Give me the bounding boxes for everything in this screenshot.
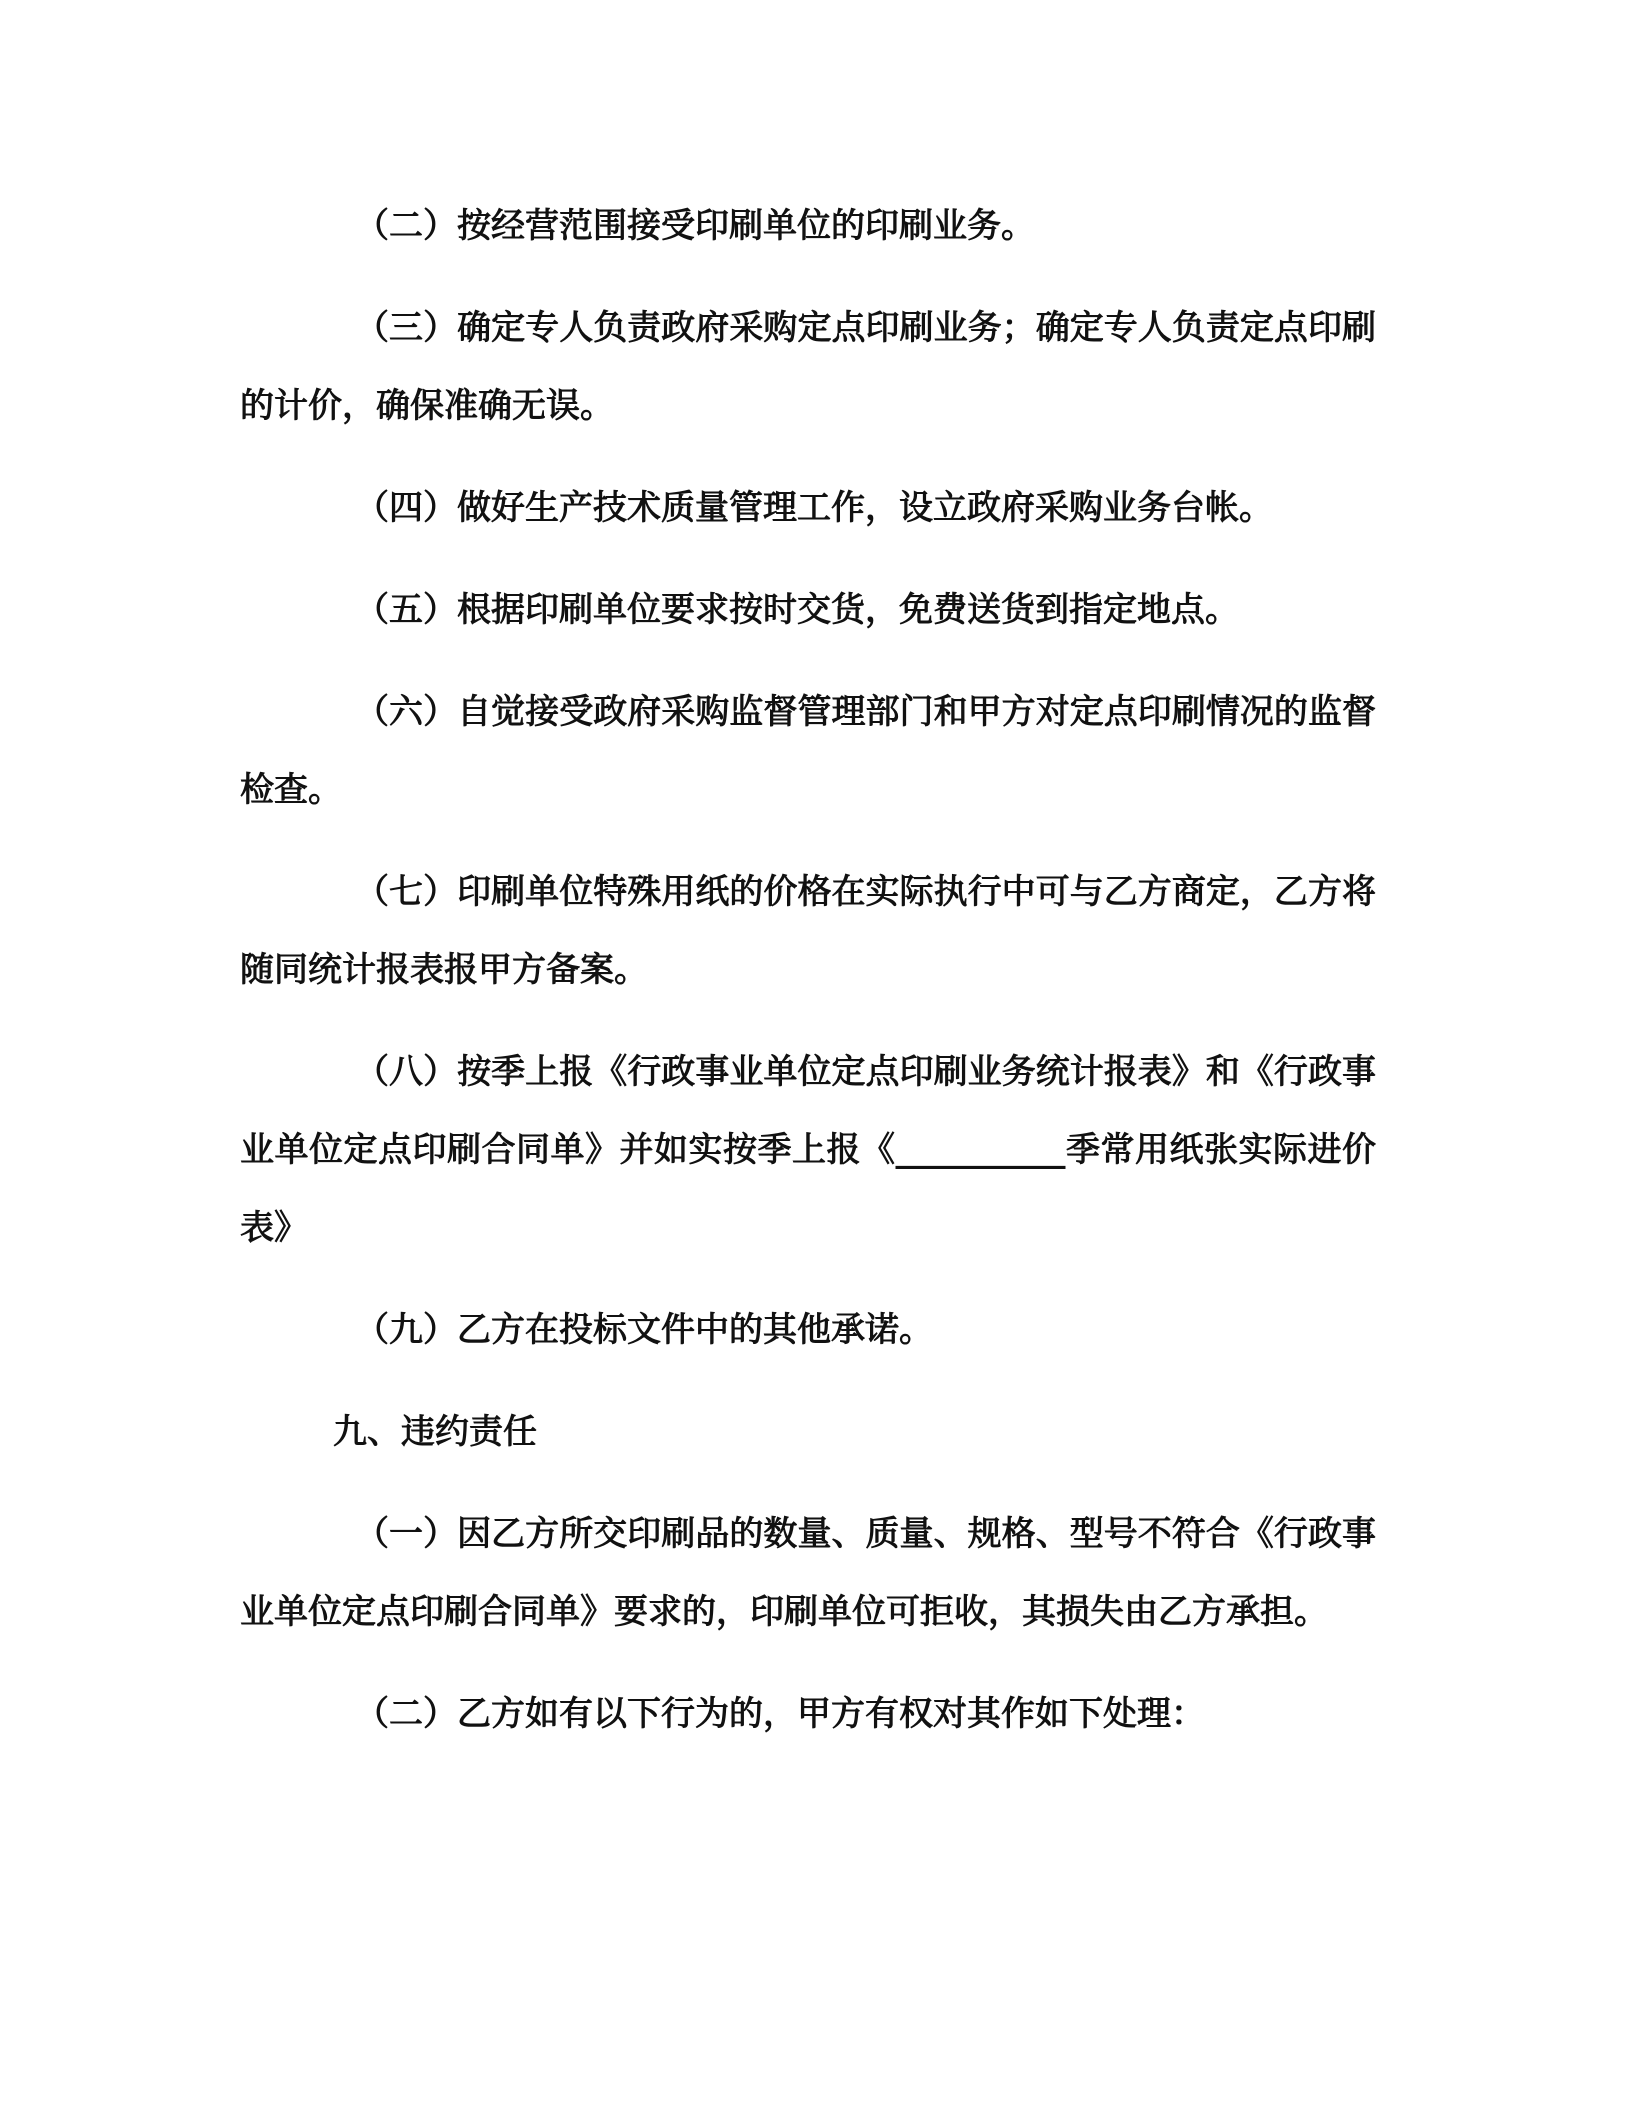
section-heading-breach-liability: 九、违约责任 xyxy=(333,1412,537,1452)
clause-6-supervision: （六）自觉接受政府采购监督管理部门和甲方对定点印刷情况的监督检查。 xyxy=(240,692,1376,810)
document-body xyxy=(240,187,1376,1777)
breach-clause-1: （一）因乙方所交印刷品的数量、质量、规格、型号不符合《行政事业单位定点印刷合同单》要求的，印刷单位可拒收，其损失由乙方承担。 xyxy=(240,1514,1376,1632)
clause-9-other-commitments: （九）乙方在投标文件中的其他承诺。 xyxy=(355,1310,933,1350)
clause-8-quarterly-report: （八）按季上报《行政事业单位定点印刷业务统计报表》和《行政事业单位定点印刷合同单》并如实按季上报《__________季常用纸张实际进价表》 xyxy=(240,1052,1376,1248)
clause-2-receive-business: （二）按经营范围接受印刷单位的印刷业务。 xyxy=(355,206,1035,246)
clause-3-designate-staff: （三）确定专人负责政府采购定点印刷业务；确定专人负责定点印刷的计价，确保准确无误。 xyxy=(240,308,1376,426)
clause-4-quality-management: （四）做好生产技术质量管理工作，设立政府采购业务台帐。 xyxy=(355,488,1273,528)
clause-5-delivery: （五）根据印刷单位要求按时交货，免费送货到指定地点。 xyxy=(355,590,1239,630)
clause-7-special-paper: （七）印刷单位特殊用纸的价格在实际执行中可与乙方商定，乙方将随同统计报表报甲方备案。 xyxy=(240,872,1376,990)
breach-clause-2: （二）乙方如有以下行为的，甲方有权对其作如下处理： xyxy=(355,1694,1205,1734)
